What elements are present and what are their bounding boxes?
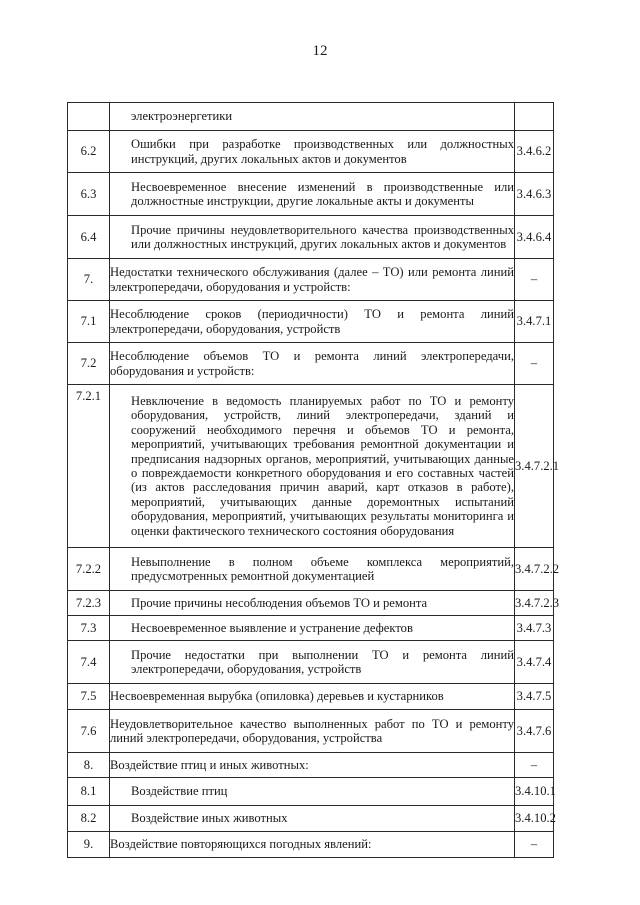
table-row [68, 103, 554, 131]
row-text: Воздействие птиц и иных животных: [110, 753, 515, 778]
row-reference: 3.4.7.4 [515, 641, 554, 684]
row-number: 6.2 [68, 131, 110, 173]
row-number: 7.1 [68, 301, 110, 343]
row-text: Несоблюдение объемов ТО и ремонта линий электропередачи, оборудования и устройств: [110, 343, 515, 385]
row-reference: 3.4.6.3 [515, 173, 554, 216]
row-number: 7.4 [68, 641, 110, 684]
table-row [68, 641, 554, 684]
row-text: Воздействие птиц [110, 778, 515, 806]
row-number: 7. [68, 259, 110, 301]
row-reference: 3.4.7.3 [515, 616, 554, 641]
row-text: Прочие причины неудовлетворительного качества производственных или должностных инструкций, других локальных актов и документов [110, 216, 515, 259]
row-text: Прочие недостатки при выполнении ТО и ремонта линий электропередачи, оборудования, устройств [110, 641, 515, 684]
table-row [68, 131, 554, 173]
row-reference: 3.4.7.1 [515, 301, 554, 343]
row-text: Невключение в ведомость планируемых работ по ТО и ремонту оборудования, устройств, линий электропередачи, зданий и сооружений необходимого перечня и объемов ТО и ремонта, мероприятий, учитывающих требования ремонтной документации и предписания надзорных органов, мероприятий, учитывающих данные о повреждаемости конкретного оборудования и его составных частей (из актов расследования причин аварий, карт отказов в работе), мероприятий, учитывающих данные доремонтных испытаний оборудования, мероприятий, учитывающих результаты мониторинга и оценки фактического технического состояния оборудования [110, 385, 515, 548]
row-reference: 3.4.7.2.1 [515, 385, 554, 548]
row-reference: – [515, 832, 554, 858]
table-row [68, 753, 554, 778]
row-text: Прочие причины несоблюдения объемов ТО и ремонта [110, 591, 515, 616]
row-reference: 3.4.7.5 [515, 684, 554, 710]
table-row [68, 591, 554, 616]
row-reference [515, 103, 554, 131]
row-text: Неудовлетворительное качество выполненных работ по ТО и ремонту линий электропередачи, оборудования, устройства [110, 710, 515, 753]
row-reference: 3.4.6.4 [515, 216, 554, 259]
row-number: 6.4 [68, 216, 110, 259]
row-reference: 3.4.10.2 [515, 806, 554, 832]
row-text: электроэнергетики [110, 103, 515, 131]
page-number: 12 [312, 43, 328, 59]
table-row [68, 616, 554, 641]
row-number: 7.2.1 [68, 385, 110, 548]
table-row [68, 173, 554, 216]
row-reference: – [515, 753, 554, 778]
table-row [68, 710, 554, 753]
row-number: 7.2 [68, 343, 110, 385]
row-number: 8.1 [68, 778, 110, 806]
row-text: Невыполнение в полном объеме комплекса мероприятий, предусмотренных ремонтной документацией [110, 548, 515, 591]
table-row [68, 684, 554, 710]
row-text: Несвоевременное выявление и устранение дефектов [110, 616, 515, 641]
row-number: 9. [68, 832, 110, 858]
table-row [68, 216, 554, 259]
row-reference: 3.4.7.2.3 [515, 591, 554, 616]
row-reference: 3.4.6.2 [515, 131, 554, 173]
row-reference: 3.4.7.2.2 [515, 548, 554, 591]
row-text: Несвоевременная вырубка (опиловка) деревьев и кустарников [110, 684, 515, 710]
classification-table [67, 102, 560, 858]
row-reference: 3.4.10.1 [515, 778, 554, 806]
table-row [68, 385, 554, 548]
row-text: Несвоевременное внесение изменений в производственные или должностные инструкции, другие локальные акты и документы [110, 173, 515, 216]
row-number: 7.2.3 [68, 591, 110, 616]
row-text: Ошибки при разработке производственных или должностных инструкций, других локальных актов и документов [110, 131, 515, 173]
table-row [68, 301, 554, 343]
row-number: 6.3 [68, 173, 110, 216]
row-text: Воздействие повторяющихся погодных явлений: [110, 832, 515, 858]
table-row [68, 343, 554, 385]
table-row [68, 832, 554, 858]
table-row [68, 259, 554, 301]
row-reference: 3.4.7.6 [515, 710, 554, 753]
row-number: 8.2 [68, 806, 110, 832]
table-row [68, 778, 554, 806]
row-text: Несоблюдение сроков (периодичности) ТО и ремонта линий электропередачи, оборудования, устройств [110, 301, 515, 343]
table-row [68, 548, 554, 591]
row-number: 7.6 [68, 710, 110, 753]
row-text: Воздействие иных животных [110, 806, 515, 832]
row-number: 7.3 [68, 616, 110, 641]
row-number: 7.5 [68, 684, 110, 710]
row-text: Недостатки технического обслуживания (далее – ТО) или ремонта линий электропередачи, оборудования и устройств: [110, 259, 515, 301]
table-row [68, 806, 554, 832]
row-number: 7.2.2 [68, 548, 110, 591]
row-reference: – [515, 343, 554, 385]
row-number: 8. [68, 753, 110, 778]
row-number [68, 103, 110, 131]
row-reference: – [515, 259, 554, 301]
